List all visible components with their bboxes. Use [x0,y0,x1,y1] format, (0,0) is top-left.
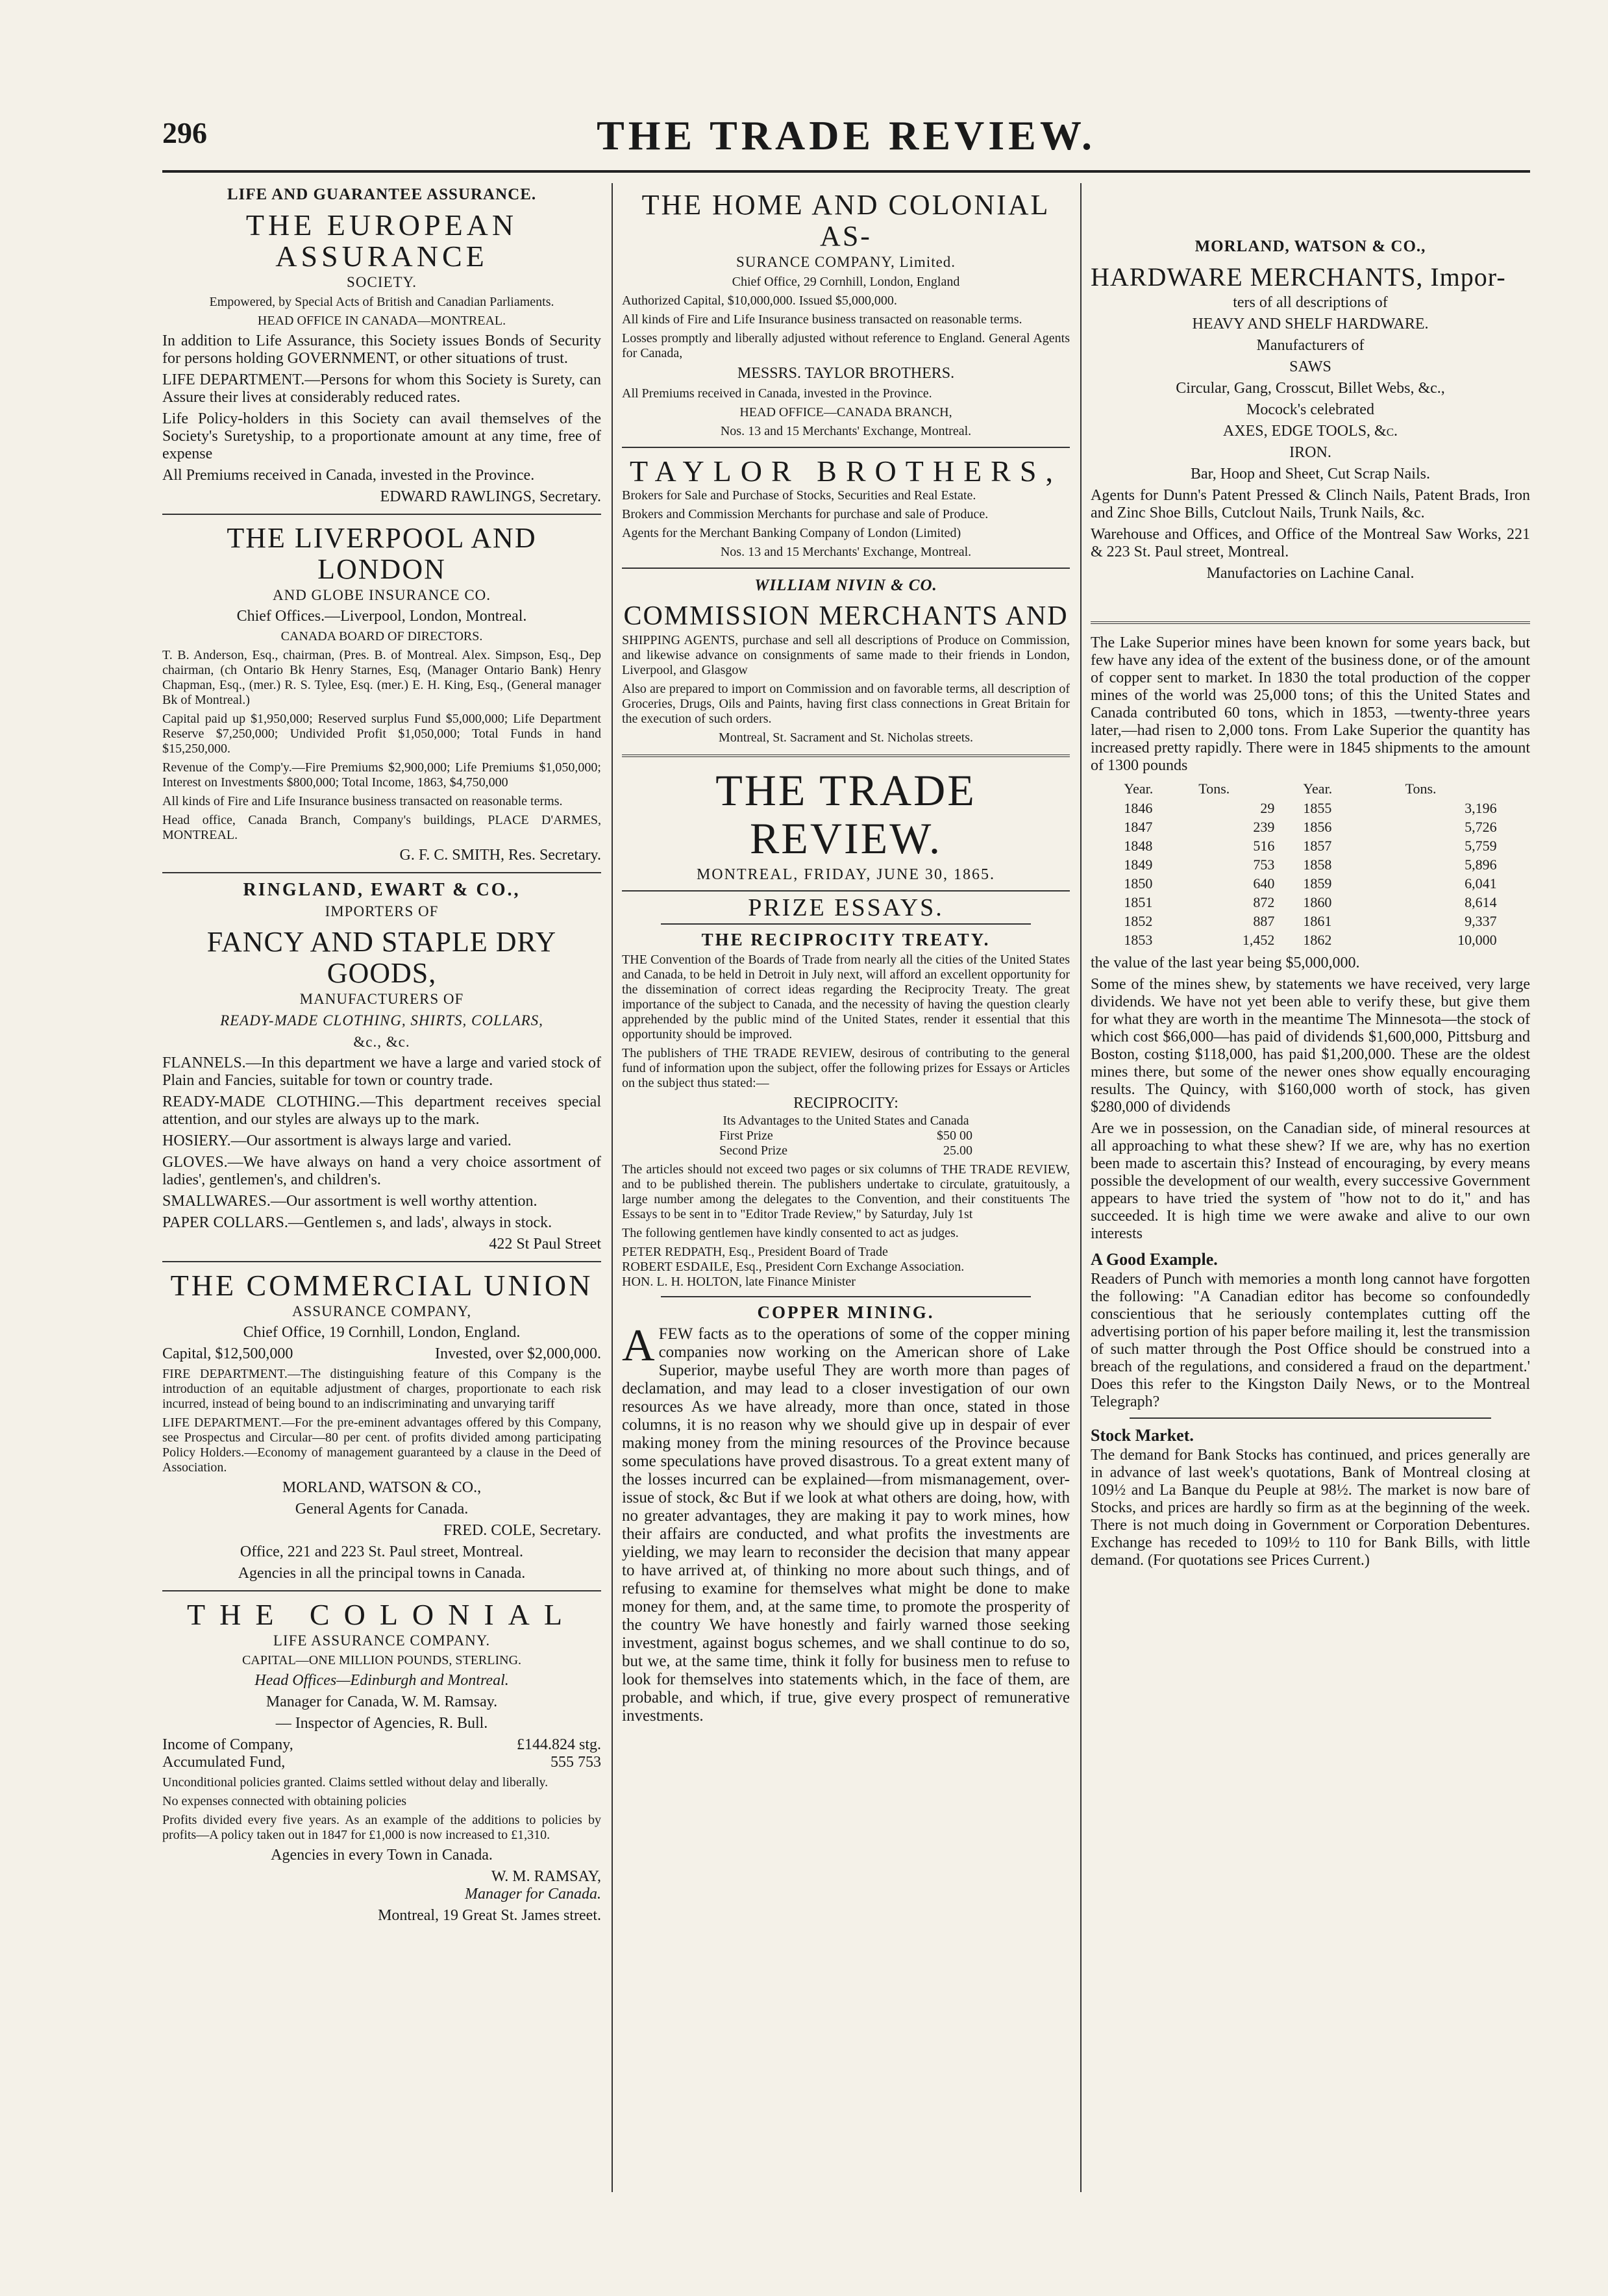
table-row [1121,855,1499,874]
ad-paragraph: All kinds of Fire and Life Insurance business transacted on reasonable terms. [162,794,563,808]
ad-paragraph: Brokers for Sale and Purchase of Stocks, Securities and Real Estate. [622,488,976,503]
article-subheading: THE RECIPROCITY TREATY. [701,930,991,949]
ad-paragraph: T. B. Anderson, Esq., chairman, (Pres. B. of Montreal. Alex. Simpson, Esq., Dep chairman, (ch Ontario Bk Henry Starnes, Esq, (Manager Ontario Bank) Henry Chapman, Esq., (mer.) R. S. Tylee, Esq. (mer.) E. H. King, Esq., (General manager Bk of Montreal.) [162,648,601,707]
ad-text: AXES, EDGE TOOLS, &c. [1222,423,1398,440]
ad-text: MESSRS. TAYLOR BROTHERS. [737,365,955,382]
colonial-life-ad [162,1599,601,1925]
ad-paragraph: All Premiums received in Canada, invested in the Province. [162,467,535,484]
ad-title: TAYLOR BROTHERS, [630,455,1062,488]
year-cell: 1856 [1303,819,1332,835]
income-row [162,1736,601,1754]
column-header: Tons. [1405,780,1437,797]
tons-cell: 872 [1253,894,1275,910]
ad-paragraph: FLANNELS.—In this department we have a large and varied stock of Plain and Fancies, suitable for town or country trade. [162,1054,601,1089]
year-cell: 1850 [1124,875,1153,892]
article-paragraph: Are we in possession, on the Canadian side, of mineral resources at all approaching to what these shew? If we are, why has no exertion been made to ascertain this? Instead of encouraging, by every means possible the development of our wealth, every successive Government appears to have tried the system of "how not to do it," and has succeeded. It is high time we were awake and alive to our own interests [1091,1120,1530,1242]
ad-text: Chief Office, 29 Cornhill, London, England [732,275,960,289]
table-row [1121,799,1499,817]
article-separator [1130,1417,1491,1419]
ad-title: FANCY AND STAPLE DRY GOODS, [206,926,557,989]
morland-watson-ad [1091,238,1530,582]
article-paragraph: Readers of Punch with memories a month long cannot have forgotten the following: "A Canadian editor has become so confoundedly conscientious that he seriously contemplates cutting off the advertising portion of his paper before mailing it, lest the transmission of such matter through the Post Office should be construed into a breach of the regulations, and considered a fraud on the department.' Does this refer to the Kingston Daily News, or to the Montreal Telegraph? [1091,1271,1530,1410]
ad-paragraph: SHIPPING AGENTS, purchase and sell all descriptions of Produce on Commission, and likewise advance on consignments of same made to their friends in London, Liverpool, and Glasgow [622,633,1070,677]
ad-text: Mocock's celebrated [1246,401,1374,418]
article-paragraph: The articles should not exceed two pages or six columns of THE TRADE REVIEW, and to be published therein. The publishers undertake to circulate, gratuitously, a large number among the delegates to the Convention, and their constituents The Essays to be sent in to "Editor Trade Review," by Saturday, July 1st [622,1162,1070,1221]
ad-text: Manufactories on Lachine Canal. [1206,565,1415,582]
ad-subtitle: &c., &c. [353,1034,410,1050]
ad-paragraph: LIFE DEPARTMENT.—For the pre-eminent advantages offered by this Company, see Prospectus and Circular—80 per cent. of profits divided among participating Policy Holders.—Economy of management guaranteed by a clause in the Deed of Association. [162,1416,601,1475]
ad-text: Office, 221 and 223 St. Paul street, Montreal. [240,1543,524,1560]
tons-cell: 6,041 [1465,875,1497,892]
drop-cap: A [622,1321,655,1371]
ad-paragraph: Authorized Capital, $10,000,000. Issued $5,000,000. [622,293,897,308]
tons-cell: 239 [1253,819,1275,835]
ad-text: Montreal, St. Sacrament and St. Nicholas streets. [718,730,974,745]
copper-mining-continued [1091,634,1530,1243]
fund-row [162,1754,601,1771]
tons-cell: 8,614 [1465,894,1497,910]
ad-title: THE HOME AND COLONIAL AS- [641,189,1050,252]
ad-kicker: RINGLAND, EWART & CO., [243,880,521,900]
tons-cell: 9,337 [1465,913,1497,929]
ad-text: Head Offices—Edinburgh and Montreal. [254,1672,509,1689]
article-separator [661,1296,1031,1297]
first-prize-row [622,1129,1070,1143]
commercial-union-ad [162,1270,601,1582]
ad-signature: G. F. C. SMITH, Res. Secretary. [399,847,601,864]
ad-text: Nos. 13 and 15 Merchants' Exchange, Montreal. [720,424,972,438]
column-header: Year. [1303,780,1333,797]
ringland-ewart-ad [162,881,601,1253]
ad-paragraph: SMALLWARES.—Our assortment is well worthy attention. [162,1193,538,1210]
income-value: £144.824 stg. [516,1736,601,1753]
ad-text: Bar, Hoop and Sheet, Cut Scrap Nails. [1191,466,1430,482]
ad-text: HEAD OFFICE—CANADA BRANCH, [739,405,952,419]
running-masthead: THE TRADE REVIEW. [597,112,1096,158]
column-3 [1091,183,1530,2192]
page-number: 296 [162,116,207,149]
ad-signature: FRED. COLE, Secretary. [443,1522,601,1539]
article-paragraph: FEW facts as to the operations of some of the copper mining companies now working on the American shore of Lake Superior, maybe useful They are worth more than pages of declamation, and may lead to a closer investigation of our own resources As we have already, more than once, stated in those columns, it is no reason why we should give up in despair of ever making money from the mining resources of the Province because some speculations have proved disastrous. To a great extent many of the losses incurred can be explained—from mismanagement, over-issue of stock, &c But if we look at what others are doing, how, with no greater advantages, they are making it pay to work mines, how their affairs are conducted, and what profits the investments are yielding, we may learn to reconsider the decision that many appear to have arrived at, of thinking no more about such things, and of refusing to examine for themselves what might be done to make money for them, and, at the same time, to promote the prosperity of the country We have honestly and fairly warned those seeking investment, against bogus schemes, and we shall continue to do so, but we, at the same time, think it folly for business men to refuse to look for themselves into statements which, in the face of them, are probable, and which, if true, give every prospect of remunerative investments. [622,1325,1070,1725]
ad-address: Montreal, 19 Great St. James street. [378,1907,601,1924]
ad-paragraph: All Premiums received in Canada, invested in the Province. [622,386,932,401]
stock-market-article [1091,1427,1530,1569]
ad-paragraph: Profits divided every five years. As an example of the additions to policies by profits—A policy taken out in 1847 for £1,000 is now increased to £1,310. [162,1813,601,1842]
judge-name: ROBERT ESDAILE, Esq., President Corn Exchange Association. [622,1260,965,1274]
ad-title: HARDWARE MERCHANTS, Impor- [1091,262,1506,292]
page-header [162,112,1530,168]
article-paragraph: THE Convention of the Boards of Trade from nearly all the cities of the United States and Canada, to be held in Detroit in July next, will afford an excellent opportunity for the dissemination of correct ideas regarding the Reciprocity Treaty. The great importance of the subject to Canada, and the necessity of having the question clearly apprehended by the public mind of the United States, render it essential that this opportunity should be improved. [622,953,1070,1042]
ad-title: COMMISSION MERCHANTS AND [623,601,1069,631]
tons-cell: 3,196 [1465,800,1497,816]
ad-text: CAPITAL—ONE MILLION POUNDS, STERLING. [241,1653,522,1667]
ad-paragraph: Agents for Dunn's Patent Pressed & Clinch Nails, Patent Brads, Iron and Zinc Shoe Bills, Cutclout Nails, Trunk Nails, &c. [1091,487,1530,521]
judge-name: HON. L. H. HOLTON, late Finance Minister [622,1275,856,1289]
tons-cell: 1,452 [1242,932,1275,948]
year-cell: 1851 [1124,894,1153,910]
ad-subtitle: SOCIETY. [347,274,417,290]
ad-paragraph: HOSIERY.—Our assortment is always large and varied. [162,1132,512,1149]
prize-value: $50 00 [937,1129,972,1143]
year-cell: 1855 [1303,800,1332,816]
ad-text: Agencies in all the principal towns in Canada. [238,1565,526,1582]
tons-cell: 640 [1253,875,1275,892]
ad-text: Agencies in every Town in Canada. [271,1847,493,1864]
ad-paragraph: Also are prepared to import on Commission and on favorable terms, all description of Groceries, Drugs, Oils and Paints, having first class connections in Great Britain for the execution of such orders. [622,682,1070,726]
ad-paragraph: Brokers and Commission Merchants for purchase and sale of Produce. [622,507,989,521]
nameplate: THE TRADE REVIEW. [715,766,976,863]
tons-cell: 753 [1253,856,1275,873]
ad-text: General Agents for Canada. [295,1501,469,1517]
ad-separator [162,872,601,873]
ad-paragraph: Agents for the Merchant Banking Company of London (Limited) [622,526,961,540]
ad-subtitle: LIFE ASSURANCE COMPANY. [273,1632,491,1649]
ad-subtitle: SURANCE COMPANY, Limited. [736,254,956,270]
prize-value: 25.00 [943,1143,972,1158]
nameplate-rule [622,890,1070,892]
judge-name: PETER REDPATH, Esq., President Board of Trade [622,1245,888,1259]
ad-paragraph: Revenue of the Comp'y.—Fire Premiums $2,900,000; Life Premiums $1,050,000; Interest on Investments $800,000; Total Income, 1863, $4,750,000 [162,760,601,790]
column-header: Year. [1124,780,1154,797]
ad-paragraph: Head office, Canada Branch, Company's buildings, PLACE D'ARMES, MONTREAL. [162,813,601,842]
ad-text: Chief Office, 19 Cornhill, London, England. [243,1324,521,1341]
capital-row [162,1345,601,1363]
table-row [1121,874,1499,893]
ad-paragraph: No expenses connected with obtaining policies [162,1794,407,1808]
header-rule [162,170,1530,173]
year-cell: 1846 [1124,800,1153,816]
article-paragraph: the value of the last year being $5,000,000. [1091,955,1360,971]
section-separator [622,755,1070,757]
prize-topic: RECIPROCITY: [793,1095,898,1112]
year-cell: 1849 [1124,856,1153,873]
tons-cell: 5,896 [1465,856,1497,873]
european-assurance-ad [162,186,601,506]
good-example-article [1091,1251,1530,1411]
table-header-row [1121,779,1499,799]
ad-kicker: LIFE AND GUARANTEE ASSURANCE. [227,186,537,203]
article-subheading: COPPER MINING. [757,1303,935,1322]
year-cell: 1857 [1303,838,1332,854]
home-colonial-ad [622,190,1070,439]
ad-separator [162,1261,601,1262]
ad-text: HEAD OFFICE IN CANADA—MONTREAL. [257,314,506,328]
prize-label: Second Prize [719,1143,787,1158]
ad-text: CANADA BOARD OF DIRECTORS. [280,629,483,643]
ad-subtitle: ASSURANCE COMPANY, [291,1303,472,1319]
table-row [1121,930,1499,949]
dateline: MONTREAL, FRIDAY, JUNE 30, 1865. [696,866,996,883]
ad-subtitle: READY-MADE CLOTHING, SHIRTS, COLLARS, [220,1012,543,1029]
capital-text: Capital, $12,500,000 [162,1345,293,1362]
ad-paragraph: FIRE DEPARTMENT.—The distinguishing feature of this Company is the introduction of an equitable adjustment of charges, proportionate to each risk incurred, instead of being bound to an indiscriminating and unvarying tariff [162,1367,601,1411]
article-heading: A Good Example. [1091,1250,1218,1269]
ad-title: THE COMMERCIAL UNION [170,1269,593,1302]
spacer [1091,183,1530,235]
tons-cell: 5,726 [1465,819,1497,835]
ad-text: Empowered, by Special Acts of British and Canadian Parliaments. [209,295,554,309]
year-cell: 1859 [1303,875,1332,892]
ad-paragraph: Unconditional policies granted. Claims settled without delay and liberally. [162,1775,549,1790]
year-cell: 1860 [1303,894,1332,910]
ad-separator [162,1590,601,1591]
ad-separator [622,568,1070,569]
table-row [1121,912,1499,930]
invested-text: Invested, over $2,000,000. [435,1345,601,1362]
ad-signature: W. M. RAMSAY, [491,1868,601,1885]
tons-cell: 10,000 [1457,932,1497,948]
article-paragraph: Some of the mines shew, by statements we have received, very large dividends. We have not yet been able to verify these, but give them for what they are worth in the meantime The Minnesota—the stock of which cost $66,000—has paid of dividends $1,600,000, Pittsburg and Boston, costing $118,000, has paid $1,200,000. These are the oldest mines there, but some of the newer ones show equally encouraging results. The Quincy, with $160,000 worth of stock, has given $280,000 of dividends [1091,976,1530,1116]
column-2 [622,183,1070,2192]
tons-cell: 5,759 [1465,838,1497,854]
ad-title: THE LIVERPOOL AND LONDON [227,522,537,585]
liverpool-london-ad [162,523,601,864]
article-paragraph: The Lake Superior mines have been known for some years back, but few have any idea of the extent of the business done, or of the amount of copper sent to market. In 1830 the total production of the copper mines of the world was 25,000 tons; of this the United States and Canada contributed 60 tons, which in 1853, —twenty-three years later,—had risen to 2,000 tons. From Lake Superior the quantity has increased pretty rapidly. There were in 1845 shipments to the amount of 1300 pounds [1091,634,1530,774]
income-label: Income of Company, [162,1736,293,1753]
ad-signature-role: Manager for Canada. [465,1886,601,1903]
ad-title: THE COLONIAL [187,1598,576,1631]
year-cell: 1858 [1303,856,1332,873]
ad-text: — Inspector of Agencies, R. Bull. [275,1715,488,1732]
table-row [1121,817,1499,836]
article-heading: PRIZE ESSAYS. [748,894,944,921]
ad-subtitle: IMPORTERS OF [325,903,439,919]
ad-text: ters of all descriptions of [1233,294,1388,311]
article-heading: Stock Market. [1091,1426,1194,1445]
ad-paragraph: Warehouse and Offices, and Office of the Montreal Saw Works, 221 & 223 St. Paul street, Montreal. [1091,526,1530,560]
article-paragraph: The publishers of THE TRADE REVIEW, desirous of contributing to the general fund of information upon the subject, offer the following prizes for Essays or Articles on the subject thus stated:— [622,1046,1070,1090]
ad-text: IRON. [1289,444,1331,461]
ad-text: Nos. 13 and 15 Merchants' Exchange, Montreal. [720,545,972,559]
ad-text: Manager for Canada, W. M. Ramsay. [266,1693,498,1710]
ad-text: Manufacturers of [1256,337,1365,354]
year-cell: 1848 [1124,838,1153,854]
ad-signature: EDWARD RAWLINGS, Secretary. [380,488,601,505]
column-header: Tons. [1198,780,1230,797]
ad-address: 422 St Paul Street [489,1236,601,1253]
ad-paragraph: LIFE DEPARTMENT.—Persons for whom this Society is Surety, can Assure their lives at considerably reduced rates. [162,371,601,406]
copper-shipments-table [1121,779,1499,949]
table-row [1121,893,1499,912]
column-divider [1080,183,1082,2192]
prize-topic-sub: Its Advantages to the United States and Canada [723,1114,969,1128]
ad-paragraph: In addition to Life Assurance, this Society issues Bonds of Security for persons holding GOVERNMENT, or other situations of trust. [162,332,601,367]
ad-text: Circular, Gang, Crosscut, Billet Webs, &c., [1176,380,1445,397]
fund-value: 555 753 [550,1754,601,1771]
william-nivin-ad [622,577,1070,745]
ad-separator [162,514,601,515]
ad-paragraph: PAPER COLLARS.—Gentlemen s, and lads', always in stock. [162,1214,552,1231]
taylor-brothers-ad [622,456,1070,560]
ad-paragraph: Life Policy-holders in this Society can avail themselves of the Society's Suretyship, to a proportionate amount at any time, free of expense [162,410,601,462]
fund-label: Accumulated Fund, [162,1754,286,1771]
ad-subtitle: AND GLOBE INSURANCE CO. [272,587,491,603]
ad-kicker: WILLIAM NIVIN & CO. [754,577,937,594]
table-row [1121,836,1499,855]
column-divider [612,183,613,2192]
copper-mining-article [622,1304,1070,1725]
ad-text: MORLAND, WATSON & CO., [282,1479,482,1496]
ad-separator [622,447,1070,448]
ad-text: Chief Offices.—Liverpool, London, Montreal. [236,608,527,625]
ad-text: SAWS [1289,358,1331,375]
ad-paragraph: READY-MADE CLOTHING.—This department receives special attention, and our styles are always up to the mark. [162,1093,601,1128]
heading-rule [661,923,1031,925]
tons-cell: 29 [1260,800,1275,816]
ad-text: HEAVY AND SHELF HARDWARE. [1192,316,1429,332]
ad-title: THE EUROPEAN ASSURANCE [245,208,518,273]
year-cell: 1853 [1124,932,1153,948]
ad-subtitle: MANUFACTURERS OF [299,991,464,1007]
ad-paragraph: All kinds of Fire and Life Insurance business transacted on reasonable terms. [622,312,1022,327]
ad-paragraph: Capital paid up $1,950,000; Reserved surplus Fund $5,000,000; Life Department Reserve $7,250,000; Undivided Profit $1,050,000; Total Funds in hand $15,250,000. [162,712,601,756]
article-paragraph: The demand for Bank Stocks has continued, and prices generally are in advance of last week's quotations, Bank of Montreal closing at 109½ and La Banque du Peuple at 98½. The market is now bare of Stocks, and prices are hardly so firm as at the beginning of the week. There is not much doing in Government or Corporation Debentures. Exchange has receded to 109½ to 110 for Bank Bills, with little demand. (For quotations see Prices Current.) [1091,1447,1530,1569]
second-prize-row [622,1143,1070,1158]
ad-kicker: MORLAND, WATSON & CO., [1194,238,1426,255]
ad-paragraph: GLOVES.—We have always on hand a very choice assortment of ladies', gentlemen's, and children's. [162,1154,601,1188]
tons-cell: 887 [1253,913,1275,929]
ad-paragraph: Losses promptly and liberally adjusted without reference to England. General Agents for Canada, [622,331,1070,360]
year-cell: 1847 [1124,819,1153,835]
section-separator [1091,621,1530,624]
tons-cell: 516 [1253,838,1275,854]
article-paragraph: The following gentlemen have kindly consented to act as judges. [622,1226,959,1240]
year-cell: 1852 [1124,913,1153,929]
prize-essays-article [622,894,1070,1290]
column-1 [162,183,601,2192]
year-cell: 1862 [1303,932,1332,948]
year-cell: 1861 [1303,913,1332,929]
prize-label: First Prize [719,1129,773,1143]
